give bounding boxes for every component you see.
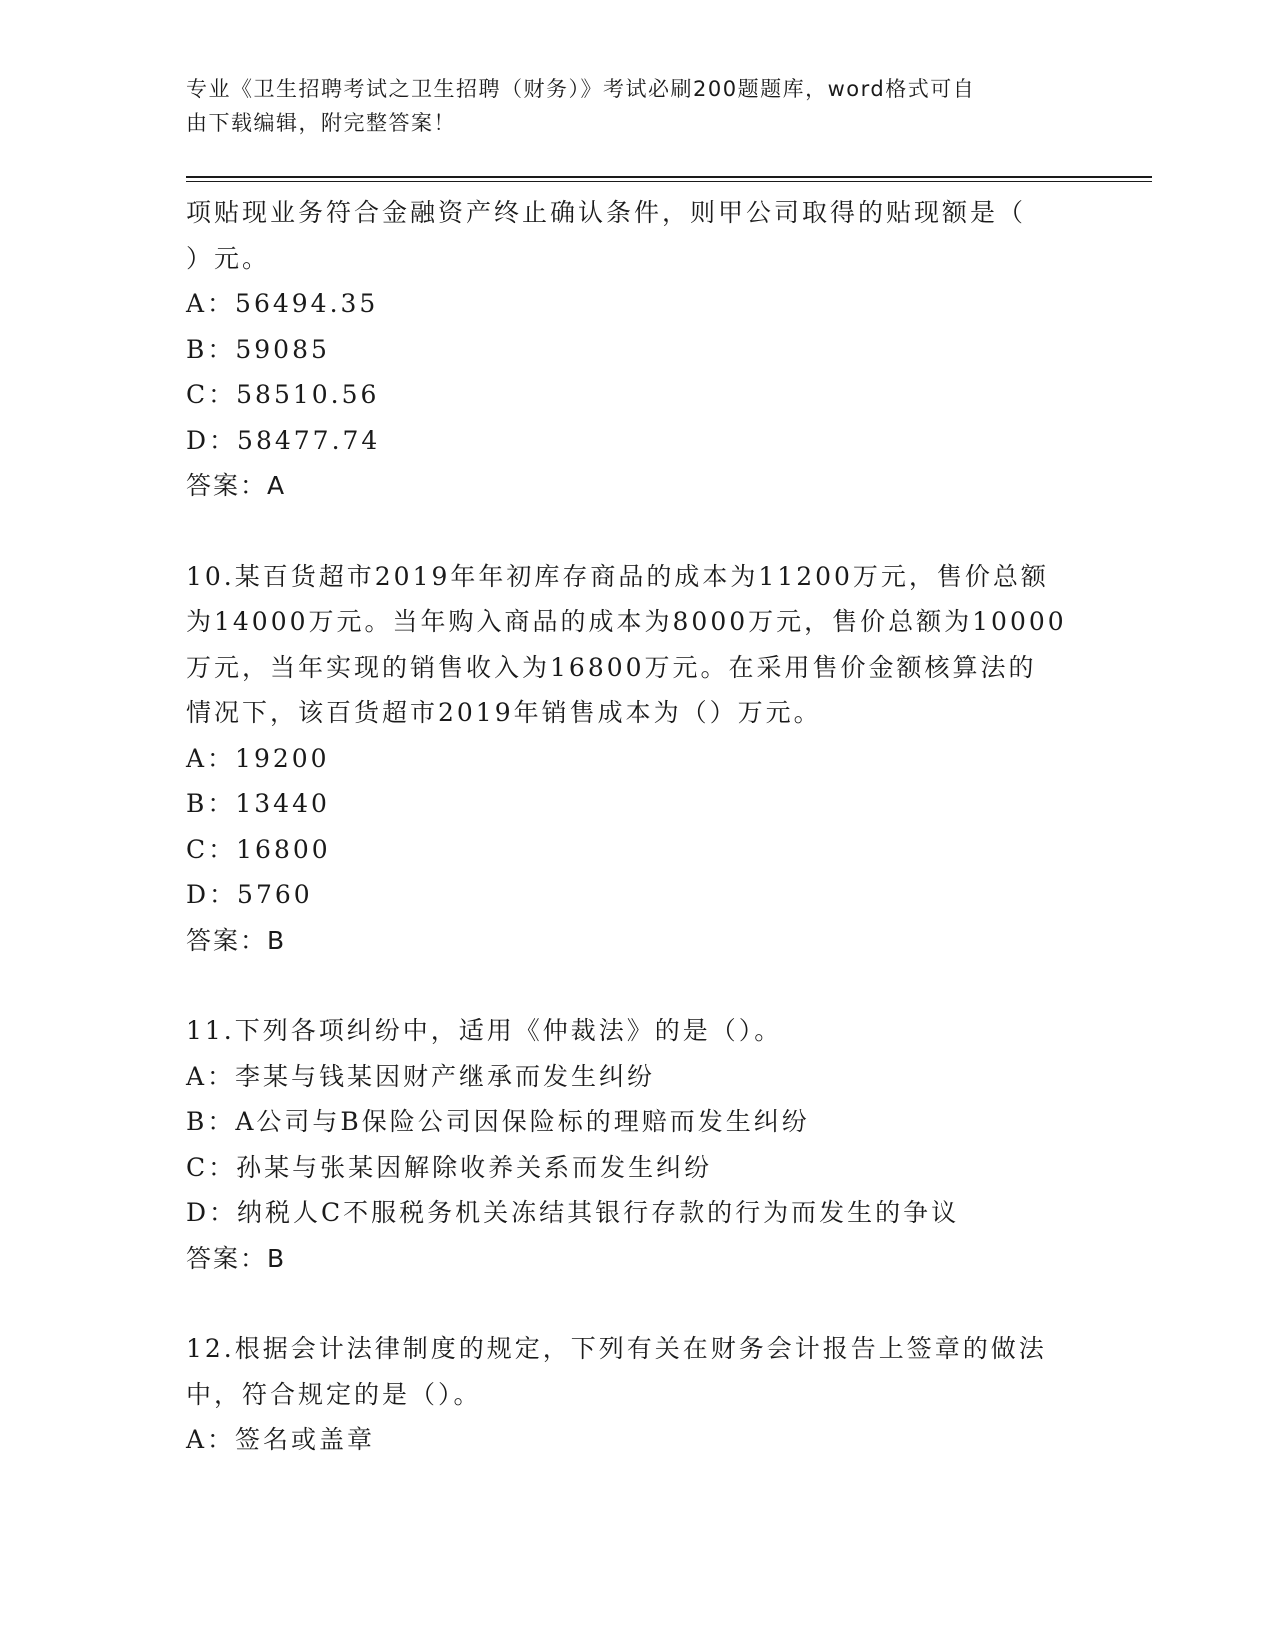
option-d: D：58477.74 [186,425,381,455]
question-stem-line: ）元。 [186,243,271,273]
option-c: C：58510.56 [186,380,380,409]
question-stem-line: 12.根据会计法律制度的规定，下列有关在财务会计报告上签章的做法 [186,1334,1047,1363]
option-a: A：李某与钱某因财产继承而发生纠纷 [186,1061,656,1091]
header-rule-thick [186,176,1152,178]
question-gap [186,963,1086,1008]
option-b: B：59085 [186,334,330,364]
option-c: C：孙某与张某因解除收养关系而发生纠纷 [186,1152,713,1182]
header-line-2: 由下载编辑，附完整答案！ [186,111,456,135]
answer: 答案：B [186,1243,287,1273]
header-rule-thin [186,181,1152,182]
question-11 [186,1008,1086,1281]
option-d: D：5760 [186,880,313,909]
option-a: A：56494.35 [186,289,379,318]
question-12 [186,1326,1086,1463]
document-header [186,72,1066,140]
option-a: A：签名或盖章 [186,1425,376,1454]
question-gap [186,1281,1086,1326]
question-list [186,190,1086,1463]
answer: 答案：A [186,471,287,500]
question-stem-line: 情况下，该百货超市2019年销售成本为（）万元。 [186,698,822,727]
question-stem-line: 万元，当年实现的销售收入为16800万元。在采用售价金额核算法的 [186,652,1037,682]
option-b: B：A公司与B保险公司因保险标的理赔而发生纠纷 [186,1107,810,1136]
question-stem-line: 为14000万元。当年购入商品的成本为8000万元，售价总额为10000 [186,607,1067,636]
question-stem-line: 中，符合规定的是（）。 [186,1379,482,1409]
answer: 答案：B [186,925,287,955]
question-stem-line: 11.下列各项纠纷中，适用《仲裁法》的是（）。 [186,1016,783,1045]
question-stem-line: 10.某百货超市2019年年初库存商品的成本为11200万元，售价总额 [186,561,1049,591]
option-b: B：13440 [186,789,330,818]
question-stem-line: 项贴现业务符合金融资产终止确认条件，则甲公司取得的贴现额是（ [186,198,1027,227]
question-gap [186,509,1086,554]
question-10 [186,554,1086,964]
option-a: A：19200 [186,743,330,773]
option-d: D：纳税人C不服税务机关冻结其银行存款的行为而发生的争议 [186,1198,960,1227]
header-line-1: 专业《卫生招聘考试之卫生招聘（财务）》考试必刷200题题库，word格式可自 [186,77,976,101]
question-9 [186,190,1086,509]
option-c: C：16800 [186,834,331,864]
